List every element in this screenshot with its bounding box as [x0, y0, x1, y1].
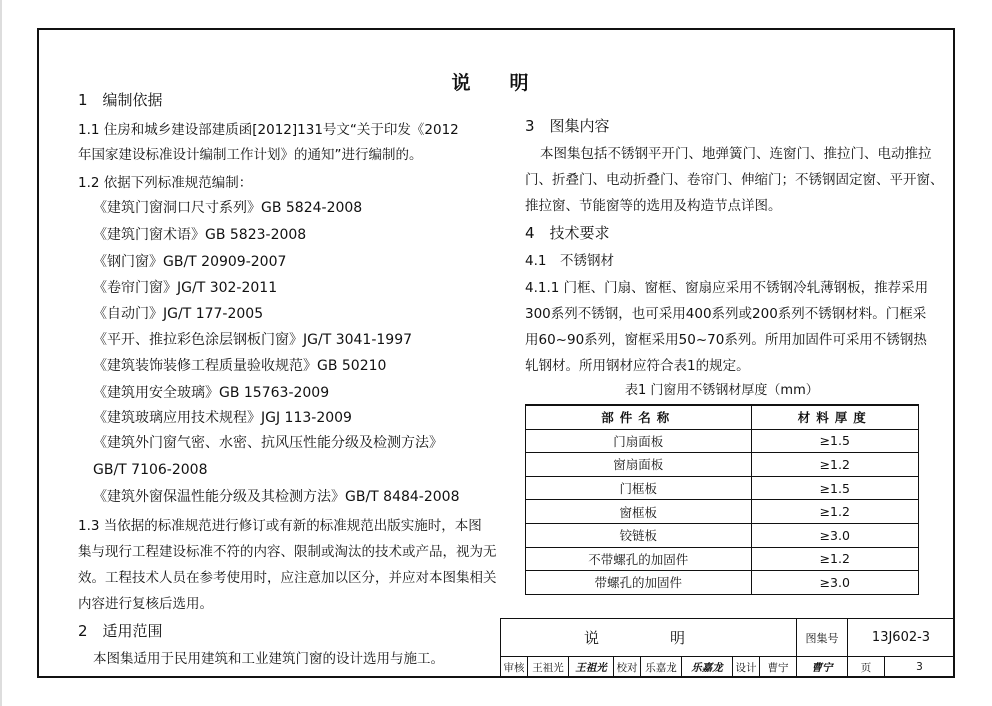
- standard-item: GB/T 7106-2008: [93, 462, 208, 478]
- review-label: 审核: [501, 657, 528, 678]
- scan-edge: [0, 0, 2, 706]
- table-row: [526, 523, 919, 547]
- table-row: [526, 453, 919, 477]
- part-name-cell: 铰链板: [526, 523, 752, 547]
- section-3-text: 门、折叠门、电动折叠门、卷帘门、伸缩门；不锈钢固定窗、平开窗、: [525, 172, 944, 188]
- thickness-cell: ≥3.0: [751, 571, 918, 595]
- clause-1-1-line-2: 年国家建设标准设计编制工作计划》的通知”进行编制的。: [78, 147, 423, 163]
- checker-name: 乐嘉龙: [641, 657, 682, 678]
- clause-4-1-1-line: 用60~90系列，窗框采用50~70系列。所用加固件可采用不锈钢热: [525, 332, 927, 348]
- standard-item: 《建筑玻璃应用技术规程》JGJ 113-2009: [93, 410, 352, 426]
- section-1-heading: 1 编制依据: [78, 91, 163, 109]
- standard-item: 《建筑外窗保温性能分级及其检测方法》GB/T 8484-2008: [93, 489, 460, 505]
- title-block-name: 说 明: [501, 619, 797, 657]
- thickness-cell: ≥1.5: [751, 476, 918, 500]
- clause-1-3-line: 内容进行复核后选用。: [78, 596, 213, 612]
- table-caption: 表1 门窗用不锈钢材厚度（mm）: [625, 383, 819, 398]
- checker-signature: 乐嘉龙: [682, 657, 733, 678]
- title-block: [500, 618, 955, 678]
- page-number: 3: [885, 657, 955, 678]
- reviewer-signature: 王祖光: [569, 657, 614, 678]
- part-name-cell: 带螺孔的加固件: [526, 571, 752, 595]
- designer-name: 曹宁: [760, 657, 797, 678]
- standard-item: 《卷帘门窗》JG/T 302-2011: [93, 280, 278, 296]
- section-3-heading: 3 图集内容: [525, 117, 610, 135]
- thickness-cell: ≥1.2: [751, 547, 918, 571]
- part-name-cell: 窗扇面板: [526, 453, 752, 477]
- thickness-cell: ≥1.2: [751, 453, 918, 477]
- check-label: 校对: [614, 657, 641, 678]
- table-row: [526, 476, 919, 500]
- clause-1-3-line: 集与现行工程建设标准不符的内容、限制或淘汰的技术或产品，视为无: [78, 544, 497, 560]
- table-row: [526, 429, 919, 453]
- standard-item: 《建筑门窗洞口尺寸系列》GB 5824-2008: [93, 200, 363, 216]
- section-3-text: 本图集包括不锈钢平开门、地弹簧门、连窗门、推拉门、电动推拉: [540, 146, 932, 162]
- design-label: 设计: [733, 657, 760, 678]
- clause-1-1-line-1: 1.1 住房和城乡建设部建质函[2012]131号文“关于印发《2012: [78, 122, 459, 138]
- standard-item: 《建筑装饰装修工程质量验收规范》GB 50210: [93, 358, 387, 374]
- reviewer-name: 王祖光: [528, 657, 569, 678]
- clause-1-2: 1.2 依据下列标准规范编制：: [78, 175, 253, 191]
- table-row: [526, 547, 919, 571]
- clause-4-1: 4.1 不锈钢材: [525, 253, 614, 269]
- table-header: 材料厚度: [751, 405, 918, 429]
- standard-item: 《钢门窗》GB/T 20909-2007: [93, 254, 287, 270]
- table-row: [526, 500, 919, 524]
- section-2-text: 本图集适用于民用建筑和工业建筑门窗的设计选用与施工。: [93, 651, 444, 667]
- part-name-cell: 不带螺孔的加固件: [526, 547, 752, 571]
- page-label: 页: [848, 657, 885, 678]
- standard-item: 《自动门》JG/T 177-2005: [93, 306, 264, 322]
- clause-1-3-line: 效。工程技术人员在参考使用时，应注意加以区分，并应对本图集相关: [78, 570, 497, 586]
- atlas-number-label: 图集号: [797, 619, 848, 657]
- thickness-cell: ≥1.5: [751, 429, 918, 453]
- section-3-text: 推拉窗、节能窗等的选用及构造节点详图。: [525, 198, 782, 214]
- standard-item: 《平开、推拉彩色涂层钢板门窗》JG/T 3041-1997: [93, 332, 413, 348]
- table-row: [526, 571, 919, 595]
- atlas-number: 13J602-3: [848, 619, 955, 657]
- designer-signature: 曹宁: [797, 657, 848, 678]
- part-name-cell: 门框板: [526, 476, 752, 500]
- clause-4-1-1-line: 4.1.1 门框、门扇、窗框、窗扇应采用不锈钢冷轧薄钢板，推荐采用: [525, 280, 929, 296]
- thickness-cell: ≥1.2: [751, 500, 918, 524]
- standard-item: 《建筑门窗术语》GB 5823-2008: [93, 227, 307, 243]
- part-name-cell: 窗框板: [526, 500, 752, 524]
- table-header: 部件名称: [526, 405, 752, 429]
- thickness-cell: ≥3.0: [751, 523, 918, 547]
- page-title: 说 明: [451, 72, 539, 94]
- clause-4-1-1-line: 300系列不锈钢，也可采用400系列或200系列不锈钢材料。门框采: [525, 306, 927, 322]
- thickness-table: [525, 404, 919, 595]
- clause-1-3-line: 1.3 当依据的标准规范进行修订或有新的标准规范出版实施时，本图: [78, 518, 482, 534]
- part-name-cell: 门扇面板: [526, 429, 752, 453]
- clause-4-1-1-line: 轧钢材。所用钢材应符合表1的规定。: [525, 358, 750, 374]
- standard-item: 《建筑外门窗气密、水密、抗风压性能分级及检测方法》: [93, 435, 443, 451]
- table-header-row: [526, 405, 919, 429]
- section-2-heading: 2 适用范围: [78, 622, 163, 640]
- standard-item: 《建筑用安全玻璃》GB 15763-2009: [93, 385, 330, 401]
- section-4-heading: 4 技术要求: [525, 224, 610, 242]
